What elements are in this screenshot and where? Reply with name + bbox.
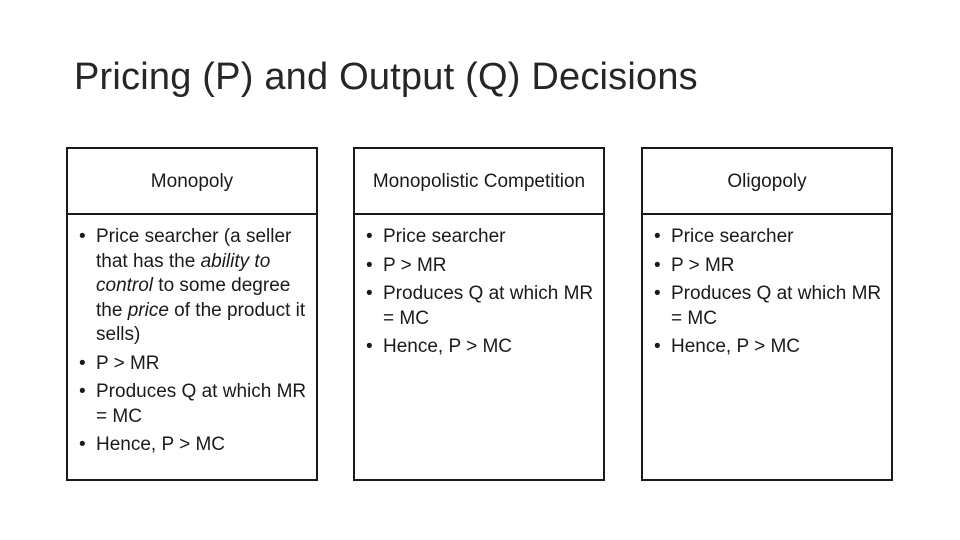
bullet-list [651, 225, 885, 360]
bullet-item [651, 335, 885, 360]
bullet-item [76, 433, 310, 458]
bullet-item [76, 225, 310, 348]
bullet-text: Produces Q at which MR = MC [383, 283, 594, 329]
column-body [643, 215, 891, 360]
bullet-list [76, 225, 310, 458]
column-header: Oligopoly [643, 149, 891, 215]
emphasis-text: price [127, 299, 169, 321]
emphasis-text: ability to control [96, 250, 271, 296]
bullet-text: P > MR [96, 352, 160, 374]
bullet-text: Price searcher [671, 226, 794, 247]
bullet-text: Price searcher (a seller that has the [96, 226, 292, 272]
bullet-item [651, 282, 885, 331]
column-header: Monopoly [68, 149, 316, 215]
bullet-text: of the product it sells) [96, 299, 306, 345]
column-body [355, 215, 603, 360]
bullet-item [76, 352, 310, 377]
bullet-item [363, 225, 597, 250]
bullet-text: Price searcher [383, 226, 506, 247]
column-body [68, 215, 316, 458]
bullet-text: Hence, P > MC [383, 336, 513, 357]
bullet-text: to some degree the [96, 275, 291, 321]
bullet-item [363, 254, 597, 279]
bullet-list [363, 225, 597, 360]
bullet-item [651, 225, 885, 250]
slide-title: Pricing (P) and Output (Q) Decisions [74, 56, 698, 98]
bullet-text: P > MR [671, 254, 735, 276]
bullet-item [363, 335, 597, 360]
column-oligopoly [641, 147, 893, 481]
column-header: Monopolistic Competition [355, 149, 603, 215]
bullet-text: P > MR [383, 254, 447, 276]
bullet-item [651, 254, 885, 279]
bullet-text: Produces Q at which MR = MC [96, 381, 307, 427]
bullet-item [363, 282, 597, 331]
column-monopoly [66, 147, 318, 481]
column-monopolistic-competition [353, 147, 605, 481]
bullet-text: Produces Q at which MR = MC [671, 283, 882, 329]
bullet-text: Hence, P > MC [671, 336, 801, 357]
bullet-text: Hence, P > MC [96, 434, 226, 455]
bullet-item [76, 380, 310, 429]
